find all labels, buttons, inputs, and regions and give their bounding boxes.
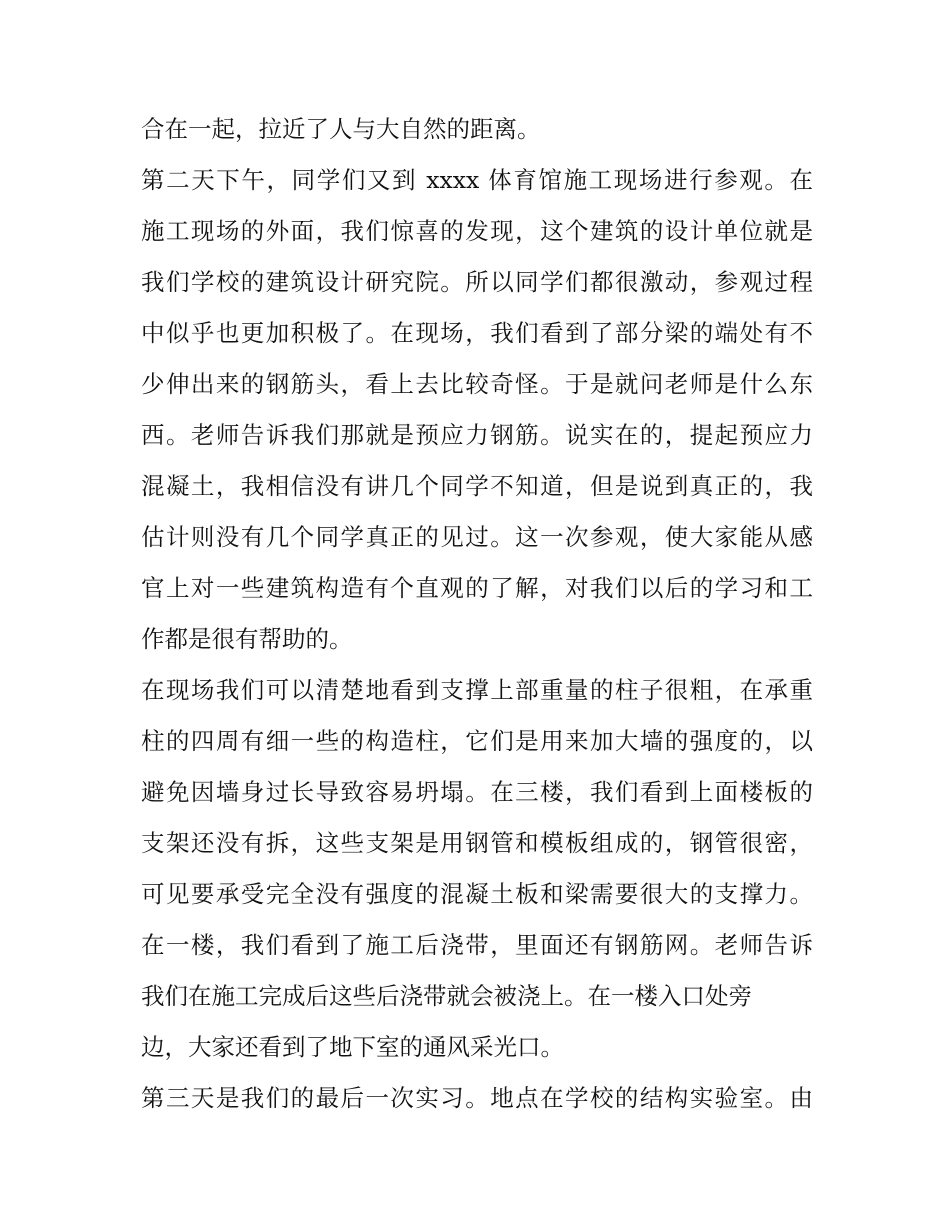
text-line: 估计则没有几个同学真正的见过。这一次参观，使大家能从感	[141, 523, 813, 551]
text-line: 施工现场的外面，我们惊喜的发现，这个建筑的设计单位就是	[141, 217, 813, 245]
text-line: 柱的四周有细一些的构造柱，它们是用来加大墙的强度的，以	[141, 727, 813, 755]
text-line: 支架还没有拆，这些支架是用钢管和模板组成的，钢管很密，	[141, 829, 813, 857]
document-body	[141, 104, 813, 1124]
text-line: 在现场我们可以清楚地看到支撑上部重量的柱子很粗，在承重	[141, 676, 813, 704]
text-line: 合在一起，拉近了人与大自然的距离。	[141, 115, 541, 143]
text-line: 作都是很有帮助的。	[141, 625, 353, 653]
text-line: 中似乎也更加积极了。在现场，我们看到了部分梁的端处有不	[141, 319, 813, 347]
text-line: 我们学校的建筑设计研究院。所以同学们都很激动，参观过程	[141, 268, 813, 296]
text-line: 西。老师告诉我们那就是预应力钢筋。说实在的，提起预应力	[141, 421, 813, 449]
text-line: 少伸出来的钢筋头，看上去比较奇怪。于是就问老师是什么东	[141, 370, 813, 398]
text-line: 混凝土，我相信没有讲几个同学不知道，但是说到真正的，我	[141, 472, 813, 500]
text-line: 边，大家还看到了地下室的通风采光口。	[141, 1033, 564, 1061]
text-line: 官上对一些建筑构造有个直观的了解，对我们以后的学习和工	[141, 574, 813, 602]
text-line: 第三天是我们的最后一次实习。地点在学校的结构实验室。由	[141, 1084, 813, 1112]
text-line: 第二天下午，同学们又到 xxxx 体育馆施工现场进行参观。在	[141, 166, 813, 194]
text-line: 我们在施工完成后这些后浇带就会被浇上。在一楼入口处旁	[141, 982, 752, 1010]
text-line: 避免因墙身过长导致容易坍塌。在三楼，我们看到上面楼板的	[141, 778, 813, 806]
text-line: 在一楼，我们看到了施工后浇带，里面还有钢筋网。老师告诉	[141, 931, 813, 959]
text-line: 可见要承受完全没有强度的混凝土板和梁需要很大的支撑力。	[141, 880, 813, 908]
